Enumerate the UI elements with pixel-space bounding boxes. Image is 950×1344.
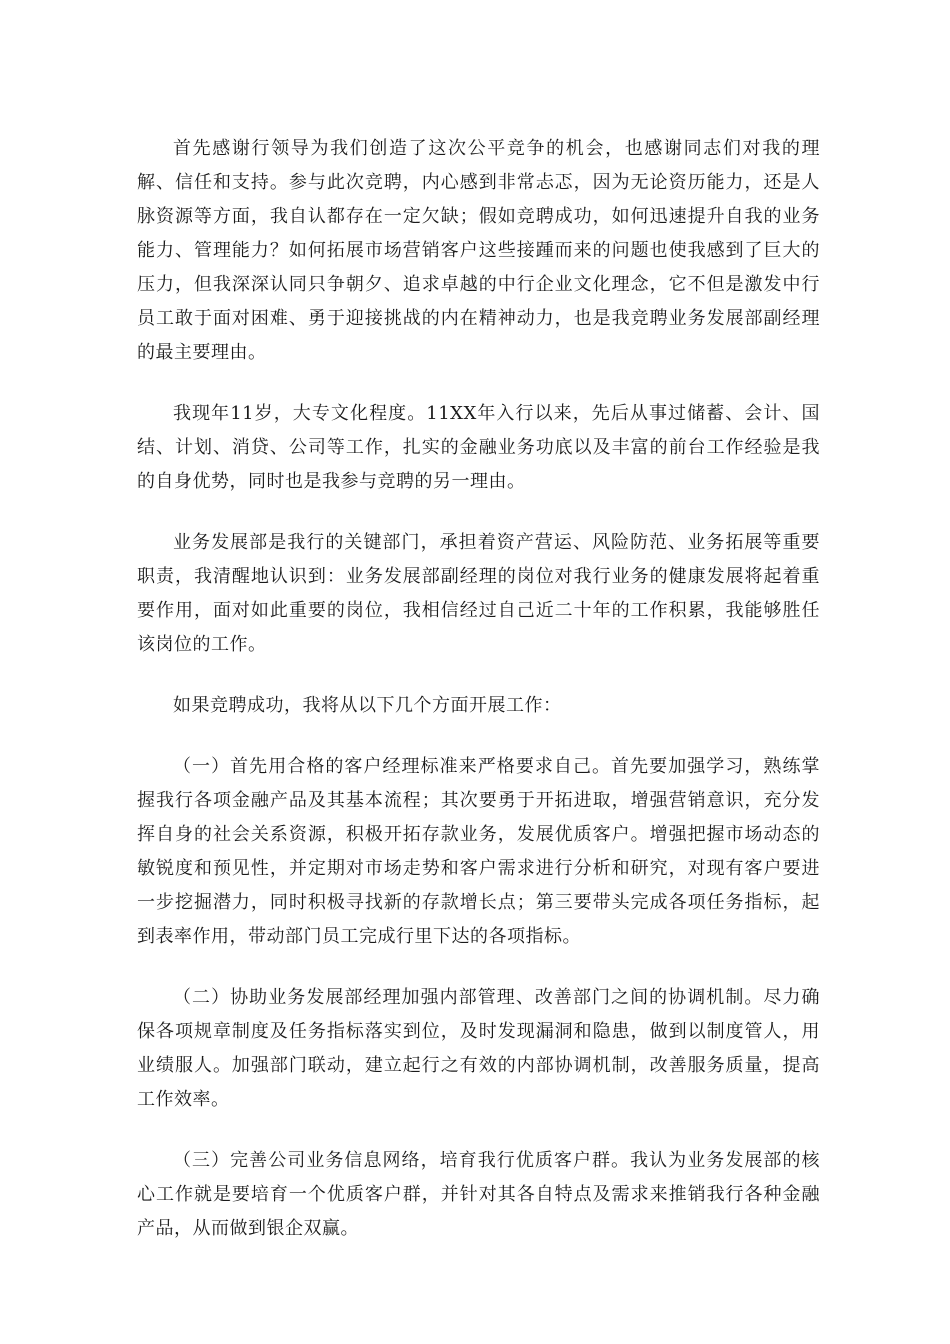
paragraph-plan-item-3: （三）完善公司业务信息网络，培育我行优质客户群。我认为业务发展部的核心工作就是要培育一个优质客户群，并针对其各自特点及需求来推销我行各种金融产品，从而做到银企双赢。 [137,1150,820,1239]
paragraph-department-role: 业务发展部是我行的关键部门，承担着资产营运、风险防范、业务拓展等重要职责，我清醒地认识到：业务发展部副经理的岗位对我行业务的健康发展将起着重要作用，面对如此重要的岗位，我相信经过自己近二十年的工作积累，我能够胜任该岗位的工作。 [137,532,820,655]
paragraph-work-plan-intro: 如果竞聘成功，我将从以下几个方面开展工作： [173,695,562,716]
paragraph-background: 我现年11岁，大专文化程度。11XX年入行以来，先后从事过储蓄、会计、国结、计划、消贷、公司等工作，扎实的金融业务功底以及丰富的前台工作经验是我的自身优势，同时也是我参与竞聘的另一理由。 [137,403,820,492]
document-body [137,132,820,1273]
paragraph-plan-item-2: （二）协助业务发展部经理加强内部管理、改善部门之间的协调机制。尽力确保各项规章制度及任务指标落实到位，及时发现漏洞和隐患，做到以制度管人，用业绩服人。加强部门联动，建立起行之有效的内部协调机制，改善服务质量，提高工作效率。 [137,987,820,1110]
paragraph-gratitude: 首先感谢行领导为我们创造了这次公平竞争的机会，也感谢同志们对我的理解、信任和支持。参与此次竞聘，内心感到非常忐忑，因为无论资历能力，还是人脉资源等方面，我自认都存在一定欠缺；假如竞聘成功，如何迅速提升自我的业务能力、管理能力？如何拓展市场营销客户这些接踵而来的问题也使我感到了巨大的压力，但我深深认同只争朝夕、追求卓越的中行企业文化理念，它不但是激发中行员工敢于面对困难、勇于迎接挑战的内在精神动力，也是我竞聘业务发展部副经理的最主要理由。 [137,138,820,363]
paragraph-plan-item-1: （一）首先用合格的客户经理标准来严格要求自己。首先要加强学习，熟练掌握我行各项金融产品及其基本流程；其次要勇于开拓进取，增强营销意识，充分发挥自身的社会关系资源，积极开拓存款业务，发展优质客户。增强把握市场动态的敏锐度和预见性，并定期对市场走势和客户需求进行分析和研究，对现有客户要进一步挖掘潜力，同时积极寻找新的存款增长点；第三要带头完成各项任务指标，起到表率作用，带动部门员工完成行里下达的各项指标。 [137,756,820,947]
